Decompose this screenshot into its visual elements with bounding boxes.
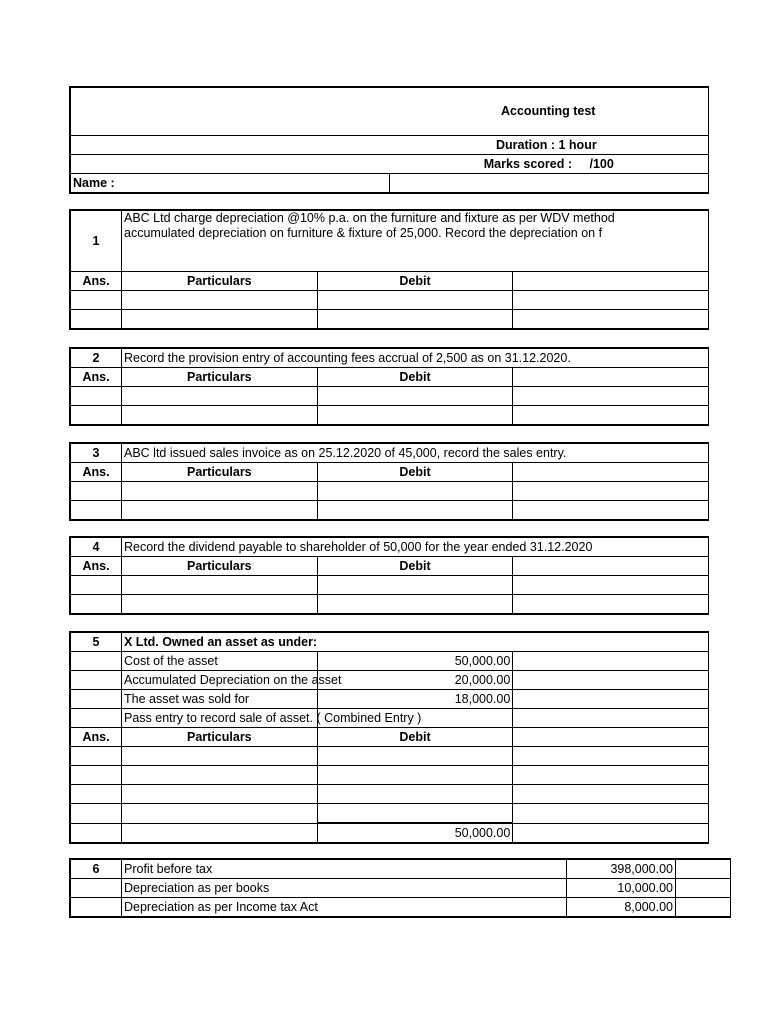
answer-cell[interactable]	[70, 406, 122, 426]
question-text: Record the provision entry of accounting fees accrual of 2,500 as on 31.12.2020.	[122, 348, 709, 368]
debit-header: Debit	[317, 463, 513, 482]
debit-total: 50,000.00	[317, 823, 513, 843]
answer-particulars[interactable]	[122, 785, 318, 804]
answer-particulars[interactable]	[122, 387, 318, 406]
ans-header: Ans.	[70, 463, 122, 482]
answer-particulars[interactable]	[122, 595, 318, 615]
question-text	[122, 210, 709, 272]
answer-debit[interactable]	[317, 804, 513, 824]
answer-particulars[interactable]	[122, 291, 318, 310]
question-number: 6	[70, 859, 122, 879]
answer-debit[interactable]	[317, 482, 513, 501]
answer-particulars[interactable]	[122, 766, 318, 785]
given-label: Cost of the asset	[122, 652, 318, 671]
marks-cell	[70, 154, 709, 173]
ans-header: Ans.	[70, 557, 122, 576]
given-value: 10,000.00	[567, 879, 676, 898]
ans-header: Ans.	[70, 272, 122, 291]
answer-cell[interactable]	[70, 387, 122, 406]
answer-debit[interactable]	[317, 766, 513, 785]
answer-cell[interactable]	[70, 766, 122, 785]
given-value: 50,000.00	[317, 652, 513, 671]
answer-cell[interactable]	[70, 804, 122, 824]
ans-header: Ans.	[70, 728, 122, 747]
particulars-header: Particulars	[122, 463, 318, 482]
answer-particulars[interactable]	[122, 576, 318, 595]
question-number: 3	[70, 443, 122, 463]
answer-particulars[interactable]	[122, 310, 318, 330]
question-6	[69, 858, 675, 918]
question-number: 1	[70, 210, 122, 272]
marks-label: Marks scored :	[483, 156, 572, 171]
name-label: Name :	[70, 173, 389, 193]
answer-cell[interactable]	[70, 785, 122, 804]
answer-cell[interactable]	[70, 747, 122, 766]
question-5	[69, 631, 675, 844]
particulars-header: Particulars	[122, 272, 318, 291]
name-field[interactable]	[389, 173, 708, 193]
question-3	[69, 442, 675, 521]
answer-particulars[interactable]	[122, 482, 318, 501]
question-number: 5	[70, 632, 122, 652]
duration-cell	[70, 135, 709, 154]
debit-header: Debit	[317, 728, 513, 747]
answer-debit[interactable]	[317, 406, 513, 426]
given-value: 398,000.00	[567, 859, 676, 879]
answer-particulars[interactable]	[122, 406, 318, 426]
answer-debit[interactable]	[317, 310, 513, 330]
answer-particulars[interactable]	[122, 747, 318, 766]
answer-cell[interactable]	[70, 310, 122, 330]
answer-cell[interactable]	[70, 576, 122, 595]
given-value: 20,000.00	[317, 671, 513, 690]
question-4	[69, 536, 675, 615]
given-label: Depreciation as per Income tax Act	[122, 898, 567, 918]
ans-header: Ans.	[70, 368, 122, 387]
given-label: Accumulated Depreciation on the asset	[122, 671, 318, 690]
answer-particulars[interactable]	[122, 501, 318, 521]
answer-debit[interactable]	[317, 291, 513, 310]
answer-debit[interactable]	[317, 576, 513, 595]
question-1	[69, 209, 675, 330]
given-value: 8,000.00	[567, 898, 676, 918]
particulars-header: Particulars	[122, 368, 318, 387]
answer-debit[interactable]	[317, 595, 513, 615]
title-cell	[70, 87, 709, 135]
answer-cell[interactable]	[70, 291, 122, 310]
debit-header: Debit	[317, 272, 513, 291]
question-number: 2	[70, 348, 122, 368]
given-value: 18,000.00	[317, 690, 513, 709]
answer-cell[interactable]	[70, 501, 122, 521]
given-label: Depreciation as per books	[122, 879, 567, 898]
given-label: The asset was sold for	[122, 690, 318, 709]
debit-header: Debit	[317, 557, 513, 576]
question-text: X Ltd. Owned an asset as under:	[122, 632, 709, 652]
particulars-header: Particulars	[122, 557, 318, 576]
question-text: Record the dividend payable to shareholder of 50,000 for the year ended 31.12.2020	[122, 537, 709, 557]
question-2	[69, 347, 675, 426]
particulars-header: Particulars	[122, 728, 318, 747]
question-number: 4	[70, 537, 122, 557]
answer-debit[interactable]	[317, 387, 513, 406]
answer-debit[interactable]	[317, 501, 513, 521]
answer-debit[interactable]	[317, 747, 513, 766]
answer-cell[interactable]	[70, 595, 122, 615]
marks-total: /100	[589, 156, 614, 171]
instruction-label: Pass entry to record sale of asset. ( Combined Entry )	[122, 709, 318, 728]
duration-text: Duration : 1 hour	[496, 137, 597, 152]
answer-debit[interactable]	[317, 785, 513, 804]
debit-header: Debit	[317, 368, 513, 387]
question-line-2: accumulated depreciation on furniture & fixture of 25,000. Record the depreciation on f	[124, 226, 603, 240]
question-text: ABC ltd issued sales invoice as on 25.12.2020 of 45,000, record the sales entry.	[122, 443, 709, 463]
page-title: Accounting test	[501, 104, 596, 119]
test-header	[69, 86, 675, 194]
answer-particulars[interactable]	[122, 804, 318, 824]
given-label: Profit before tax	[122, 859, 567, 879]
question-line-1: ABC Ltd charge depreciation @10% p.a. on the furniture and fixture as per WDV method	[124, 211, 615, 225]
answer-cell[interactable]	[70, 482, 122, 501]
